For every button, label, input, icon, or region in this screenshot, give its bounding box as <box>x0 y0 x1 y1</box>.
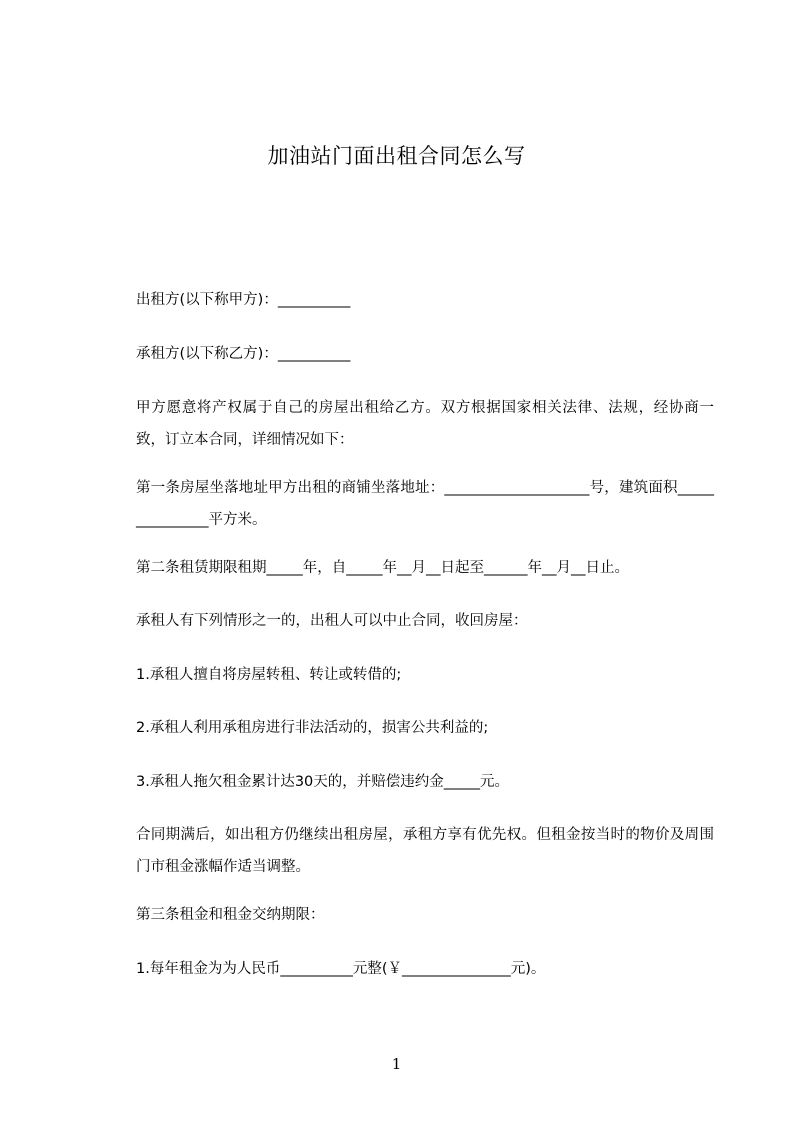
document-title: 加油站门面出租合同怎么写 <box>267 144 526 168</box>
page-number: 1 <box>391 1055 402 1073</box>
paragraph-renewal: 合同期满后，如出租方仍继续出租房屋，承租方享有优先权。但租金按当时的物价及周围门市租金涨幅作适当调整。 <box>136 827 714 875</box>
paragraph-lessee: 承租方(以下称乙方)：__________ <box>136 346 351 362</box>
paragraph-lessor: 出租方(以下称甲方)：__________ <box>136 292 351 308</box>
paragraph-intro: 甲方愿意将产权属于自己的房屋出租给乙方。双方根据国家相关法律、法规，经协商一致，订立本合同，详细情况如下： <box>136 400 714 448</box>
paragraph-article-3: 第三条租金和租金交纳期限： <box>136 907 325 923</box>
paragraph-article-1: 第一条房屋坐落地址甲方出租的商铺坐落地址：____________________号，建筑面积_______________平方米。 <box>136 480 714 528</box>
paragraph-condition-1: 1.承租人擅自将房屋转租、转让或转借的; <box>136 667 402 683</box>
paragraph-annual-rent: 1.每年租金为为人民币__________元整(￥_______________元)。 <box>136 961 546 977</box>
paragraph-condition-2: 2.承租人利用承租房进行非法活动的，损害公共利益的; <box>136 720 489 736</box>
paragraph-condition-3: 3.承租人拖欠租金累计达30天的，并赔偿违约金_____元。 <box>136 774 510 790</box>
paragraph-termination-conditions: 承租人有下列情形之一的，出租人可以中止合同，收回房屋： <box>136 613 528 629</box>
paragraph-article-2: 第二条租赁期限租期_____年，自_____年__月__日起至______年__月__日止。 <box>136 560 629 576</box>
